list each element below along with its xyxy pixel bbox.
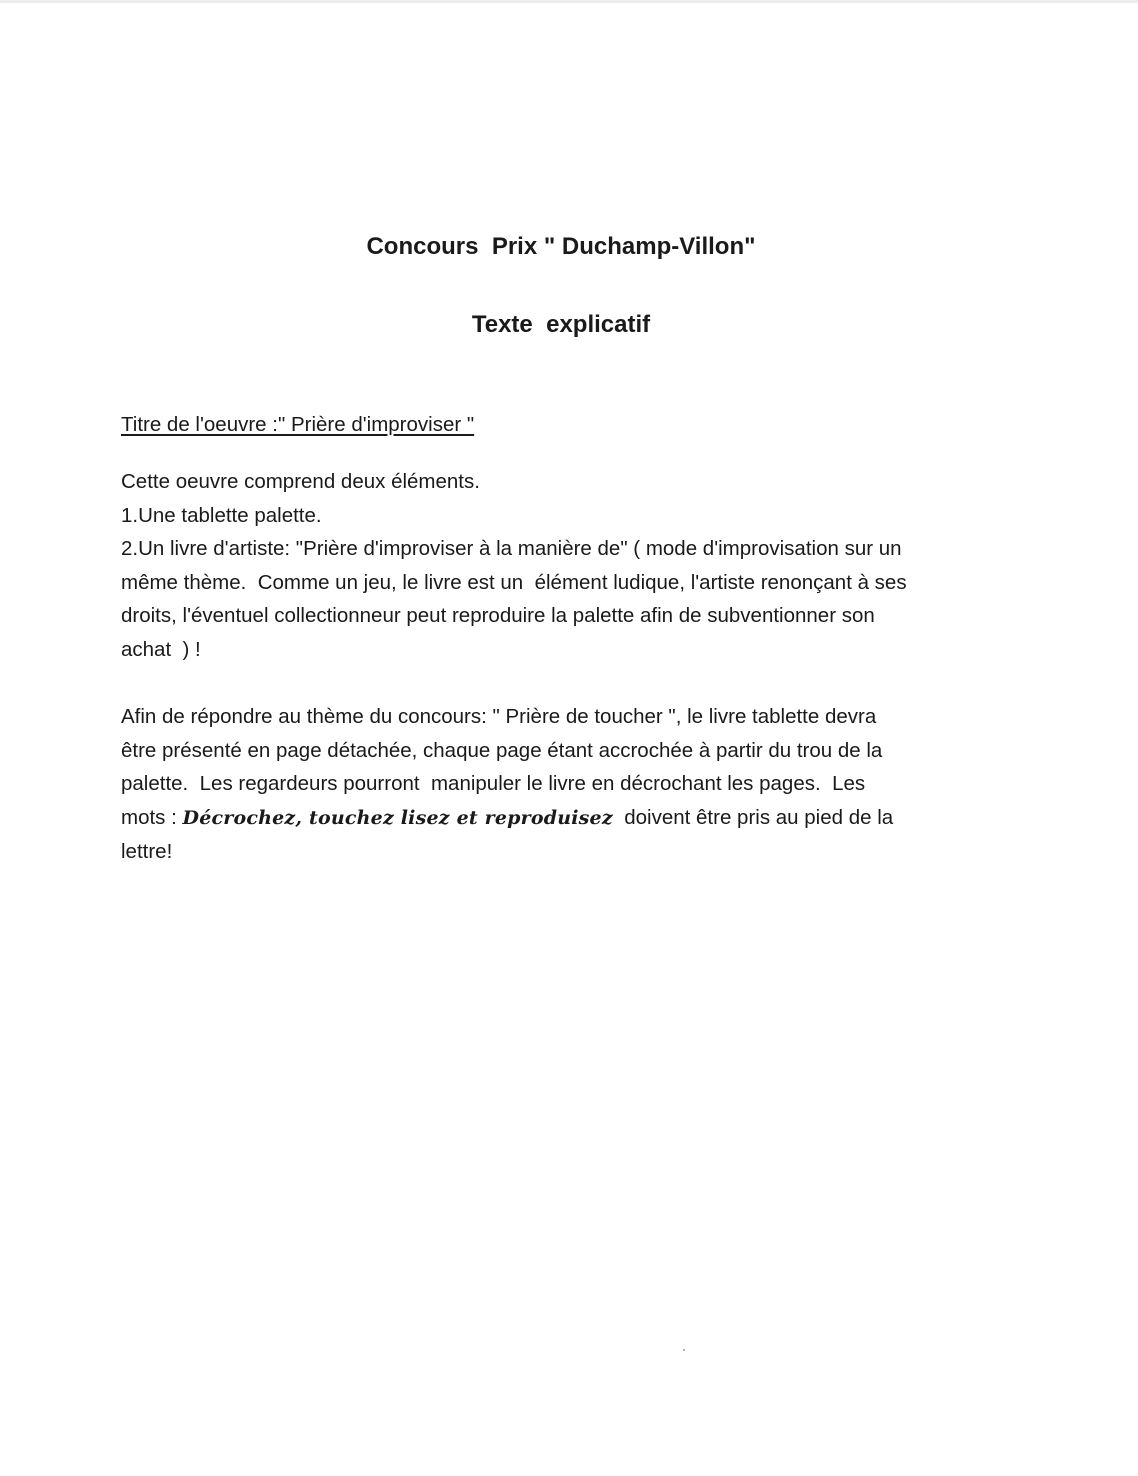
line-suffix: doivent être pris au pied de la	[612, 805, 894, 829]
gothic-emphasis-words: Décrochez, touchez lisez et reproduisez	[182, 806, 613, 829]
list-item-livre: 2.Un livre d'artiste: "Prière d'improviser à la manière de" ( mode d'improvisation sur un	[121, 537, 902, 560]
text-line: lettre!	[121, 840, 173, 863]
text-line: même thème. Comme un jeu, le livre est un élément ludique, l'artiste renonçant à ses	[121, 570, 907, 594]
scan-speck	[683, 1349, 685, 1351]
text-line: palette. Les regardeurs pourront manipuler le livre en décrochant les pages. Les	[121, 772, 866, 795]
page-top-edge	[0, 0, 1138, 3]
list-item-tablette: 1.Une tablette palette.	[121, 503, 322, 527]
text-line: droits, l'éventuel collectionneur peut reproduire la palette afin de subventionner son	[121, 604, 875, 627]
text-line: être présenté en page détachée, chaque page étant accrochée à partir du trou de la	[121, 738, 883, 762]
line-prefix: mots :	[121, 805, 183, 829]
text-line-emphasis	[121, 801, 1011, 836]
document-subtitle: Texte explicatif	[471, 311, 651, 338]
paragraph-elements	[121, 465, 1011, 666]
document-title: Concours Prix " Duchamp-Villon"	[366, 233, 756, 260]
text-line: achat ) !	[121, 637, 201, 661]
paragraph-theme	[121, 700, 1011, 869]
text-line: Afin de répondre au thème du concours: " Prière de toucher ", le livre tablette devra	[121, 705, 877, 728]
text-line: Cette oeuvre comprend deux éléments.	[121, 470, 480, 493]
artwork-title: Titre de l'oeuvre :" Prière d'improviser "	[121, 413, 475, 436]
